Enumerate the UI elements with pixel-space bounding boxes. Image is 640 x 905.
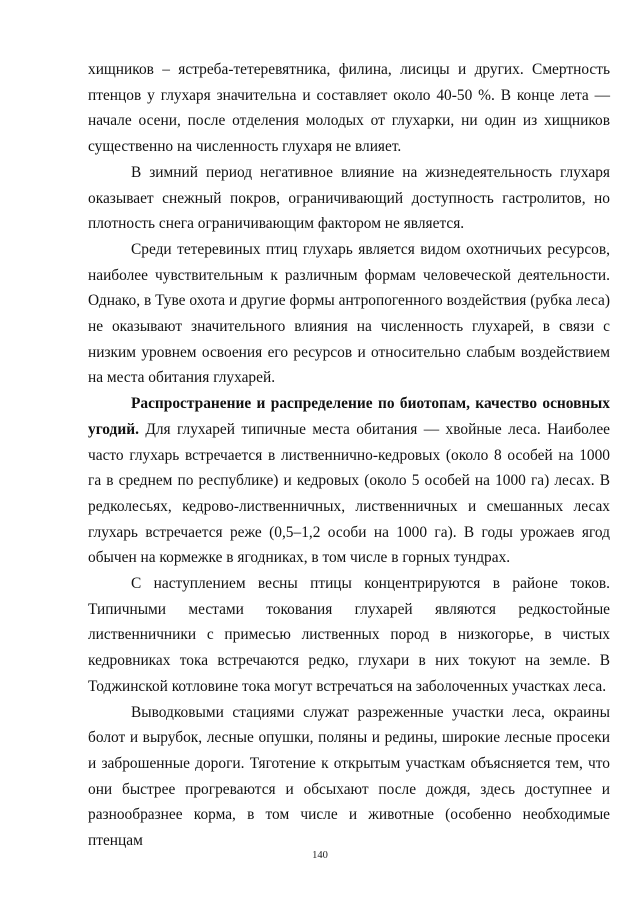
paragraph-distribution	[88, 391, 610, 571]
paragraph-brood-habitats: Выводковыми стациями служат разреженные участки леса, окраины болот и вырубок, лесные опушки, поляны и редины, широкие лесные просеки и заброшенные дороги. Тяготение к открытым участкам объясняется тем, что они быстрее прогреваются и обсыхают после дождя, здесь доступнее и разнообразнее корма, в том числе и животные (особенно необходимые птенцам	[88, 703, 610, 850]
paragraph-human-impact: Среди тетеревиных птиц глухарь является видом охотничьих ресурсов, наиболее чувствительным к различным формам человеческой деятельности. Однако, в Туве охота и другие формы антропогенного воздействия (рубка леса) не оказывают значительного влияния на численность глухарей, в связи с низким уровнем освоения его ресурсов и относительно слабым воздействием на места обитания глухарей.	[88, 240, 610, 387]
paragraph-winter-period: В зимний период негативное влияние на жизнедеятельность глухаря оказывает снежный покров, ограничивающий доступность гастролитов, но плотность снега ограничивающим фактором не является.	[88, 163, 610, 233]
paragraph-distribution-text: Для глухарей типичные места обитания — хвойные леса. Наиболее часто глухарь встречается в лиственнично-кедровых (около 8 особей на 1000 га в среднем по республике) и кедровых (около 5 особей на 1000 га) лесах. В редколесьях, кедрово-лиственничных, лиственничных и смешанных лесах глухарь встречается реже (0,5–1,2 особи на 1000 га). В годы урожаев ягод обычен на кормежке в ягодниках, в том числе в горных тундрах.	[88, 420, 610, 567]
page-number: 140	[312, 850, 328, 861]
paragraph-leks: С наступлением весны птицы концентрируются в районе токов. Типичными местами токования глухарей являются редкостойные лиственничники с примесью лиственных пород в низкогорье, в чистых кедровниках тока встречаются редко, глухари в них токуют на земле. В Тоджинской котловине тока могут встречаться на заболоченных участках леса.	[88, 575, 610, 695]
section-heading-distribution: Распространение и распределение по биотопам, качество основных угодий.	[88, 395, 610, 438]
page-body	[88, 57, 610, 854]
paragraph-predators: хищников – ястреба-тетеревятника, филина, лисицы и других. Смертность птенцов у глухаря значительна и составляет около 40-50 %. В конце лета — начале осени, после отделения молодых от глухарки, ни один из хищников существенно на численность глухаря не влияет.	[88, 61, 610, 156]
